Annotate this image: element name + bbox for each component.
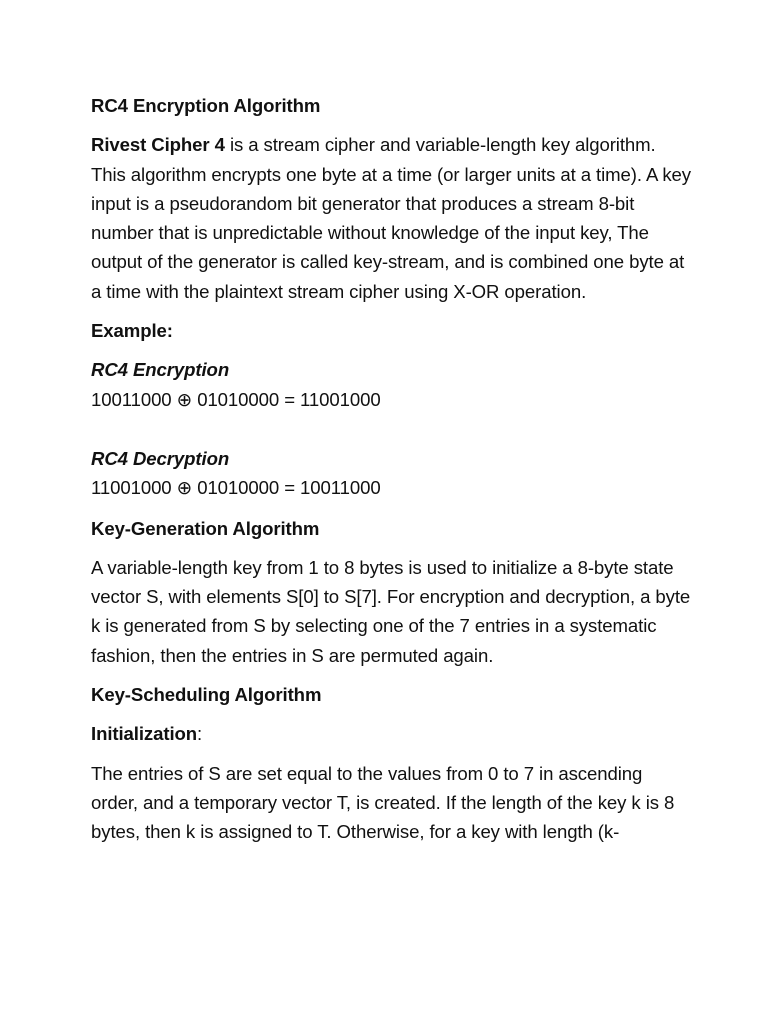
encryption-input: 10011000 [91,388,172,410]
xor-icon: ⊕ [176,389,193,411]
decryption-equation [91,473,691,503]
keygen-paragraph: A variable-length key from 1 to 8 bytes is used to initialize a 8-byte state vector S, with elements S[0] to S[7]. For encryption and decryption, a byte k is generated from S by selecting one of the 7 entries in a systematic fashion, then the entries in S are permuted again. [91,556,691,666]
initialization-colon: : [197,723,203,745]
intro-text: is a stream cipher and variable-length key algorithm. This algorithm encrypts one byte at a time (or larger units at a time). A key input is a pseudorandom bit generator that produces a stream 8-bit number that is unpredictable without knowledge of the input key, The output of the generator is called key-stream, and is combined one byte at a time with the plaintext stream cipher using X-OR operation. [91,134,691,302]
encryption-equation [91,385,691,415]
decryption-label: RC4 Decryption [91,447,230,469]
encryption-example [91,355,691,415]
document-title: RC4 Encryption Algorithm [91,95,321,116]
encryption-result: = 11001000 [284,388,381,410]
intro-paragraph [91,130,691,306]
initialization-label: Initialization [91,723,198,745]
ksa-paragraph: The entries of S are set equal to the values from 0 to 7 in ascending order, and a temporary vector T, is created. If the length of the key k is 8 bytes, then k is assigned to T. Otherwise, for a key with length (k- [91,762,675,843]
encryption-key: 01010000 [197,388,280,410]
decryption-key: 01010000 [197,477,280,499]
document-page [91,91,691,857]
xor-icon: ⊕ [176,478,193,500]
keygen-heading: Key-Generation Algorithm [91,517,320,539]
decryption-result: = 10011000 [284,477,381,499]
initialization-line [91,719,691,748]
example-label: Example: [91,320,173,342]
ksa-heading: Key-Scheduling Algorithm [91,684,322,706]
decryption-example [91,444,691,504]
encryption-label: RC4 Encryption [91,359,230,381]
decryption-input: 11001000 [91,477,172,499]
intro-lead-term: Rivest Cipher 4 [91,134,225,156]
